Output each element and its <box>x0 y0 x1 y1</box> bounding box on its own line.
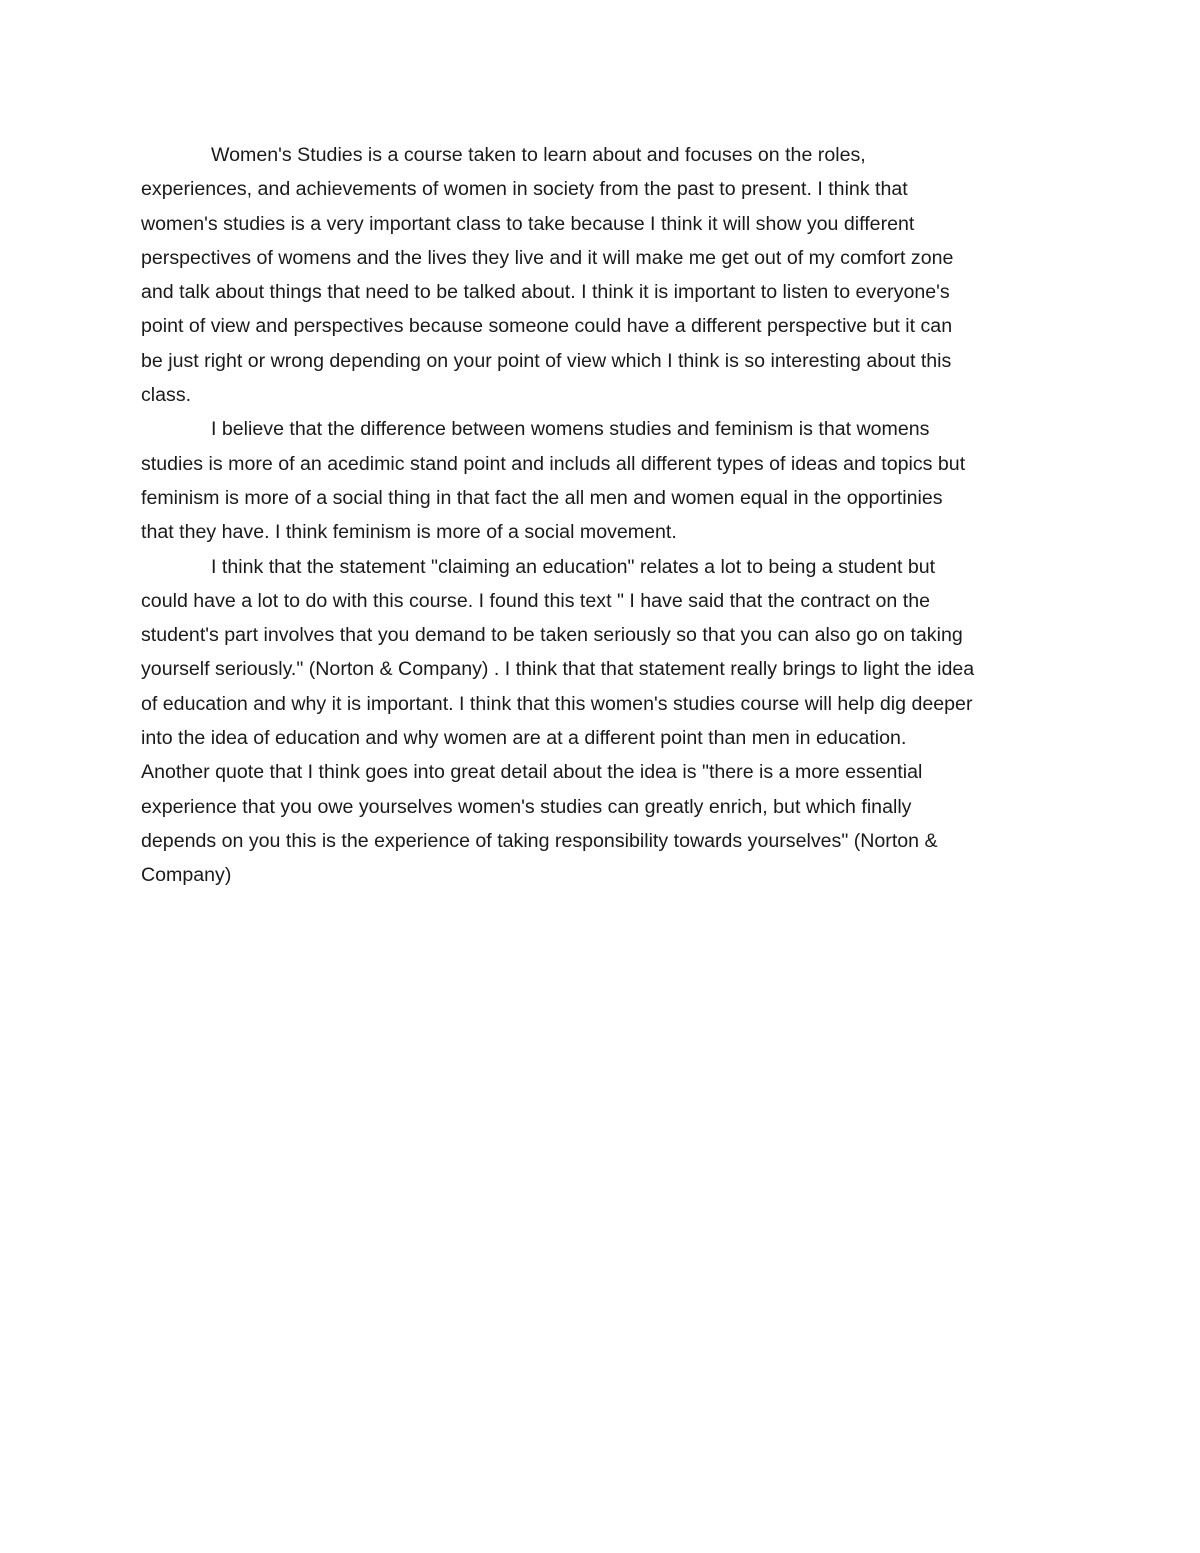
paragraph-line: could have a lot to do with this course. I found this text " I have said that the contract on the <box>141 589 930 612</box>
paragraph-line: depends on you this is the experience of taking responsibility towards yourselves" (Norton & <box>141 829 938 852</box>
paragraph-line: student's part involves that you demand to be taken seriously so that you can also go on taking <box>141 624 963 647</box>
paragraph-1 <box>141 138 1061 412</box>
paragraph-line: Women's Studies is a course taken to learn about and focuses on the roles, <box>211 144 866 166</box>
paragraph-line: experience that you owe yourselves women's studies can greatly enrich, but which finally <box>141 795 912 818</box>
paragraph-line: studies is more of an acedimic stand point and includs all different types of ideas and topics but <box>141 452 966 475</box>
paragraph-line: perspectives of womens and the lives they live and it will make me get out of my comfort zone <box>141 246 954 269</box>
body-text <box>141 138 1061 893</box>
paragraph-line: experiences, and achievements of women in society from the past to present. I think that <box>141 178 908 201</box>
paragraph-line: Another quote that I think goes into great detail about the idea is "there is a more essential <box>141 761 923 784</box>
paragraph-line: into the idea of education and why women are at a different point than men in education. <box>141 727 907 750</box>
paragraph-line: women's studies is a very important class to take because I think it will show you different <box>141 212 915 235</box>
paragraph-line: I think that the statement "claiming an education" relates a lot to being a student but <box>211 555 936 578</box>
paragraph-line: feminism is more of a social thing in that fact the all men and women equal in the opportinies <box>141 486 943 509</box>
paragraph-line: I believe that the difference between womens studies and feminism is that womens <box>211 418 930 441</box>
paragraph-line: yourself seriously." (Norton & Company) . I think that that statement really brings to light the idea <box>141 658 975 681</box>
paragraph-line: be just right or wrong depending on your point of view which I think is so interesting about this <box>141 349 952 372</box>
paragraph-line: point of view and perspectives because someone could have a different perspective but it can <box>141 315 953 338</box>
paragraph-line: and talk about things that need to be talked about. I think it is important to listen to everyone's <box>141 281 950 304</box>
paragraph-2 <box>141 412 1061 549</box>
paragraph-3 <box>141 550 1061 893</box>
paragraph-line: that they have. I think feminism is more of a social movement. <box>141 521 677 544</box>
paragraph-line: class. <box>141 384 192 407</box>
paragraph-line: Company) <box>141 864 232 887</box>
paragraph-line: of education and why it is important. I think that this women's studies course will help dig deeper <box>141 692 973 715</box>
